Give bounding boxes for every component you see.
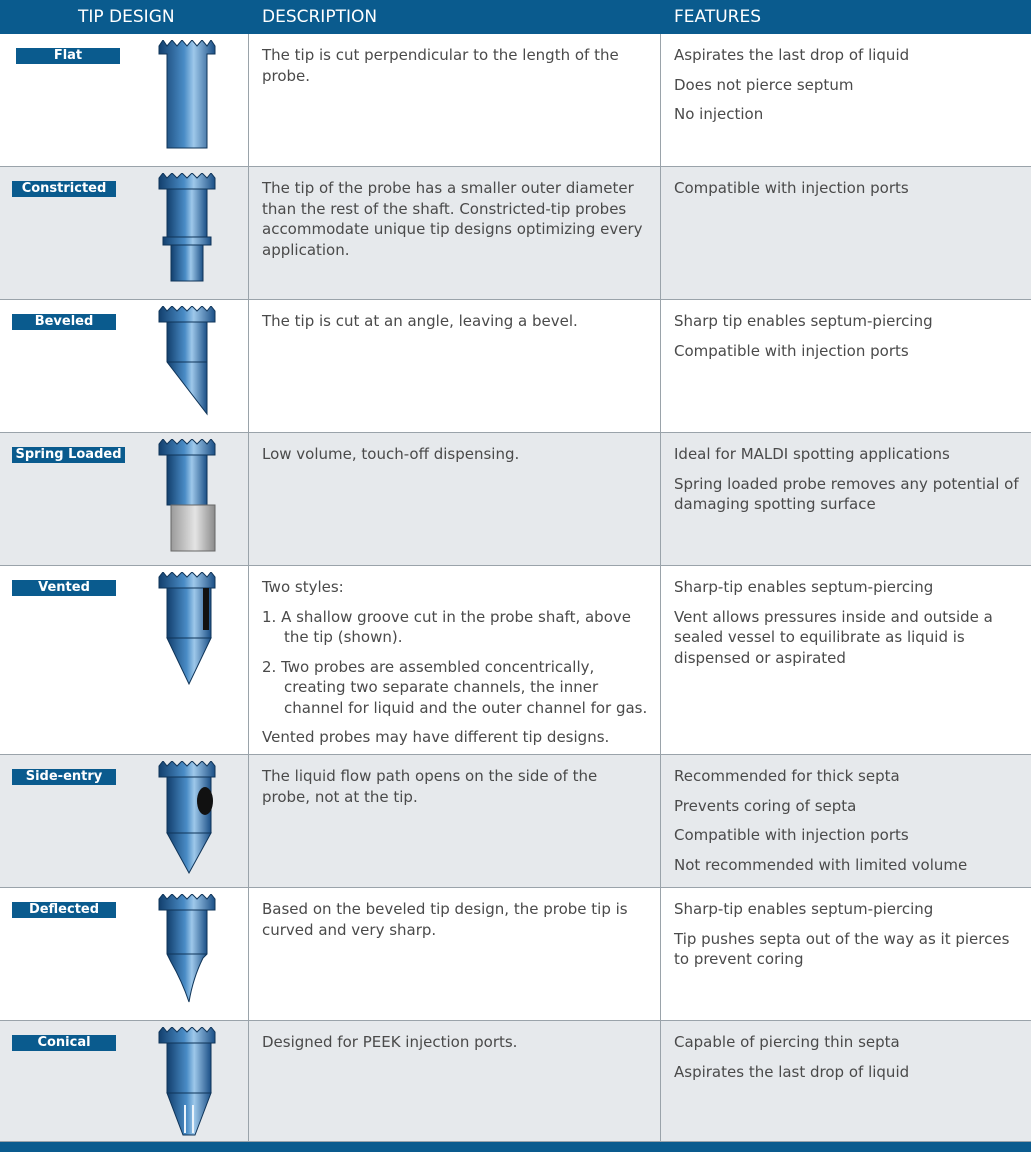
features-cell [674, 311, 1019, 370]
description-text: Designed for PEEK injection ports. [262, 1033, 518, 1051]
spring-loaded-probe-icon [155, 439, 227, 559]
features-cell [674, 766, 1019, 884]
features-cell [674, 444, 1019, 524]
description-text: The tip is cut at an angle, leaving a bevel. [262, 312, 578, 330]
column-divider [660, 34, 661, 1142]
tip-name-badge: Conical [12, 1035, 116, 1051]
beveled-probe-icon [155, 306, 227, 426]
tip-name-badge: Beveled [12, 314, 116, 330]
table-row [0, 888, 1031, 1021]
description-text: Vented probes may have different tip designs. [262, 728, 610, 746]
feature-item: Sharp-tip enables septum-piercing [674, 578, 934, 596]
table-row [0, 300, 1031, 433]
feature-item: Aspirates the last drop of liquid [674, 1062, 910, 1081]
table-row [0, 167, 1031, 300]
tip-name-badge: Constricted [12, 181, 116, 197]
description-cell [262, 899, 650, 949]
feature-item: Ideal for MALDI spotting applications [674, 445, 950, 463]
description-cell [262, 444, 650, 474]
features-cell [674, 577, 1019, 677]
header-tip-design: TIP DESIGN [78, 7, 175, 27]
features-cell [674, 899, 1019, 979]
tip-name-badge: Vented [12, 580, 116, 596]
tip-name-badge: Flat [16, 48, 120, 64]
table-row [0, 566, 1031, 755]
description-text: 1. A shallow groove cut in the probe shaft, above the tip (shown). [262, 607, 631, 646]
description-cell [262, 178, 650, 269]
description-text: Based on the beveled tip design, the probe tip is curved and very sharp. [262, 900, 628, 939]
header-description: DESCRIPTION [262, 7, 378, 27]
column-divider [248, 34, 249, 1142]
description-text: Two styles: [262, 578, 344, 596]
feature-item: Sharp tip enables septum-piercing [674, 312, 933, 330]
feature-item: Compatible with injection ports [674, 179, 909, 197]
table-row [0, 433, 1031, 566]
description-cell [262, 577, 650, 757]
features-cell [674, 1032, 1019, 1091]
feature-item: Tip pushes septa out of the way as it pierces to prevent coring [674, 929, 1010, 968]
description-cell [262, 1032, 650, 1062]
table-header [0, 0, 1031, 34]
feature-item: Compatible with injection ports [674, 826, 909, 844]
table-row [0, 1021, 1031, 1142]
constricted-probe-icon [155, 173, 227, 293]
feature-item: Vent allows pressures inside and outside a sealed vessel to equilibrate as liquid is dispensed or aspirated [674, 607, 993, 667]
footer-bar [0, 1142, 1031, 1152]
description-text: Low volume, touch-off dispensing. [262, 445, 520, 463]
description-cell [262, 311, 650, 341]
feature-item: Recommended for thick septa [674, 767, 900, 785]
description-text: 2. Two probes are assembled concentrically, creating two separate channels, the inner channel for liquid and the outer channel for gas. [262, 657, 648, 717]
feature-item: Compatible with injection ports [674, 341, 909, 360]
feature-item: Capable of piercing thin septa [674, 1033, 900, 1051]
table-row [0, 34, 1031, 167]
feature-item: Not recommended with limited volume [674, 855, 968, 874]
vented-probe-icon [155, 572, 227, 692]
description-text: The liquid flow path opens on the side of the probe, not at the tip. [262, 767, 598, 806]
flat-probe-icon [155, 40, 227, 160]
feature-item: Sharp-tip enables septum-piercing [674, 900, 934, 918]
tip-name-badge: Spring Loaded [12, 447, 125, 463]
table-row [0, 755, 1031, 888]
description-text: The tip is cut perpendicular to the length of the probe. [262, 46, 619, 85]
conical-probe-icon [155, 1027, 227, 1147]
description-text: The tip of the probe has a smaller outer diameter than the rest of the shaft. Constricted-tip probes accommodate unique tip designs optimizing every application. [262, 179, 643, 259]
tip-name-badge: Deflected [12, 902, 116, 918]
feature-item: Prevents coring of septa [674, 796, 857, 815]
feature-item: Spring loaded probe removes any potential of damaging spotting surface [674, 474, 1019, 513]
features-cell [674, 45, 1019, 134]
side-entry-probe-icon [155, 761, 227, 881]
header-features: FEATURES [674, 7, 762, 27]
deflected-probe-icon [155, 894, 227, 1014]
feature-item: No injection [674, 105, 764, 123]
description-cell [262, 45, 650, 95]
description-cell [262, 766, 650, 816]
tip-name-badge: Side-entry [12, 769, 116, 785]
feature-item: Aspirates the last drop of liquid [674, 46, 910, 64]
features-cell [674, 178, 1019, 208]
feature-item: Does not pierce septum [674, 75, 854, 94]
